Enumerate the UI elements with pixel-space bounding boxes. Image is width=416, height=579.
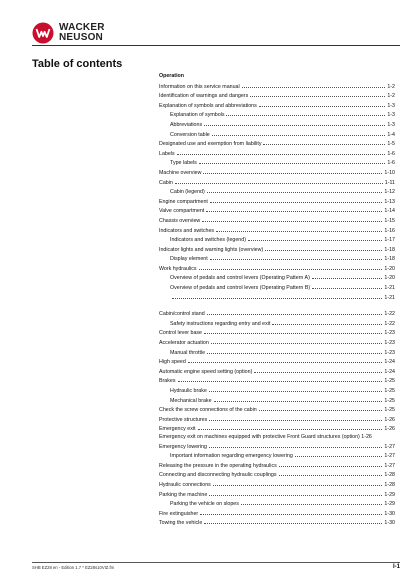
toc-dot-leader	[207, 187, 383, 193]
toc-entry-page: 1-12	[384, 189, 395, 196]
toc-entry-label: Labels	[159, 150, 175, 157]
toc-entry[interactable]	[159, 206, 395, 216]
toc-dot-leader	[178, 376, 383, 382]
toc-entry[interactable]	[159, 434, 395, 442]
toc-dot-leader	[241, 499, 382, 505]
toc-entry[interactable]	[159, 226, 395, 236]
toc-entry[interactable]	[159, 273, 395, 283]
toc-entry-label: Cabin	[159, 179, 173, 186]
toc-entry-page: 1-21	[384, 285, 395, 292]
toc-dot-leader	[209, 442, 382, 448]
toc-entry-page: 1-20	[384, 275, 395, 282]
toc-entry-page: 1-21	[384, 294, 395, 301]
toc-entry[interactable]	[159, 338, 395, 348]
toc-entry-label: Overview of pedals and control levers (Operating Pattern A)	[170, 275, 310, 282]
toc-entry-label: Indicator lights and warning lights (overview)	[159, 246, 264, 253]
toc-dot-leader	[279, 470, 383, 476]
toc-entry-label: Protective structures	[159, 416, 208, 423]
toc-entry-label: Mechanical brake	[170, 397, 212, 404]
toc-entry[interactable]	[159, 139, 395, 149]
toc-entry-page: 1-30	[384, 520, 395, 527]
toc-dot-leader	[312, 273, 383, 279]
toc-entry-page: 1-18	[384, 256, 395, 263]
toc-dot-leader	[211, 338, 383, 344]
toc-entry-page: 1-6	[387, 160, 395, 167]
toc-entry[interactable]	[159, 197, 395, 207]
toc-entry-page: 1-4	[387, 131, 395, 138]
toc-entry[interactable]	[159, 264, 395, 274]
page-title: Table of contents	[32, 58, 123, 70]
toc-entry-page: 1-14	[384, 208, 395, 215]
toc-entry-label: Explanation of symbols and abbreviations	[159, 102, 257, 109]
toc-entry[interactable]	[159, 357, 395, 367]
toc-entry-label: Machine overview	[159, 169, 202, 176]
toc-entry-page: 1-20	[384, 265, 395, 272]
toc-entry-label: Towing the vehicle	[159, 520, 203, 527]
toc-dot-leader	[272, 319, 382, 325]
toc-dot-leader	[226, 110, 385, 116]
toc-entry[interactable]	[159, 396, 395, 406]
toc-entry[interactable]	[159, 216, 395, 226]
toc-entry-label: Important information regarding emergency lowering	[170, 453, 293, 460]
toc-entry-label: Indicators and switches (legend)	[170, 237, 246, 244]
toc-entry-page: 1-30	[384, 510, 395, 517]
toc-entry-page: 1-16	[384, 227, 395, 234]
brand-line-2: NEUSON	[59, 32, 103, 43]
toc-entry[interactable]	[159, 470, 395, 480]
toc-entry-label: Cabin (legend)	[170, 189, 205, 196]
toc-entry-page: 1-27	[384, 462, 395, 469]
table-of-contents	[159, 73, 395, 528]
toc-dot-leader	[188, 357, 383, 363]
toc-dot-leader	[279, 461, 383, 467]
toc-entry-label: Designated use and exemption from liability	[159, 141, 262, 148]
toc-entry[interactable]	[159, 490, 395, 500]
toc-dot-leader	[210, 254, 383, 260]
toc-entry-label: Work hydraulics	[159, 265, 197, 272]
toc-dot-leader	[254, 367, 382, 373]
footer-document-info: SHB EZ28 en - Edition 1.7 * EZ28s10VIZ.fm	[32, 565, 115, 570]
toc-dot-leader	[207, 348, 382, 354]
toc-entries	[159, 82, 395, 528]
toc-entry[interactable]	[159, 518, 395, 528]
toc-entry-label: Manual throttle	[170, 349, 206, 356]
toc-entry-label: Explanation of symbols	[170, 112, 225, 119]
toc-entry-page: 1-5	[387, 141, 395, 148]
toc-entry-page: 1-28	[384, 481, 395, 488]
footer-page-number: I-1	[392, 564, 400, 570]
toc-entry-page: 1-18	[384, 246, 395, 253]
toc-entry-page: 1-26	[384, 426, 395, 433]
toc-dot-leader	[259, 101, 386, 107]
toc-entry-page: 1-2	[387, 93, 395, 100]
toc-entry[interactable]	[159, 120, 395, 130]
toc-entry-page: 1-25	[384, 388, 395, 394]
toc-dot-leader	[214, 396, 383, 402]
toc-entry-page: 1-3	[387, 102, 395, 109]
toc-entry-label: Automatic engine speed setting (option)	[159, 368, 253, 375]
toc-entry-label: Safety instructions regarding entry and exit	[170, 320, 271, 327]
toc-entry[interactable]	[159, 293, 395, 303]
toc-dot-leader	[216, 226, 382, 232]
toc-entry-page: 1-25	[384, 407, 395, 414]
toc-dot-leader	[202, 216, 382, 222]
toc-entry-page: 1-2	[387, 83, 395, 90]
toc-entry[interactable]	[159, 101, 395, 111]
toc-entry-page: 1-6	[387, 150, 395, 157]
toc-entry-label: Conversion table	[170, 131, 210, 138]
toc-entry[interactable]	[159, 424, 395, 434]
toc-entry[interactable]	[159, 149, 395, 159]
toc-entry-page: 1-24	[384, 359, 395, 366]
toc-dot-leader	[199, 264, 383, 270]
toc-dot-leader	[265, 245, 382, 251]
toc-dot-leader	[203, 168, 382, 174]
toc-entry-page: 1-15	[384, 217, 395, 224]
toc-entry-page: 1-24	[384, 368, 395, 375]
toc-entry-label: Chassis overview	[159, 217, 201, 224]
toc-dot-leader	[213, 480, 383, 486]
toc-entry-page: 1-26	[384, 416, 395, 423]
toc-entry-label: Accelerator actuation	[159, 340, 209, 347]
toc-entry-page: 1-13	[384, 198, 395, 205]
toc-entry-page: 1-23	[384, 330, 395, 337]
toc-entry[interactable]	[159, 451, 395, 461]
toc-entry-page: 1-29	[384, 501, 395, 508]
toc-entry-label: Emergency exit	[159, 426, 196, 433]
toc-dot-leader	[210, 197, 383, 203]
toc-entry[interactable]	[159, 480, 395, 490]
toc-entry-label: Control lever base	[159, 330, 202, 337]
toc-dot-leader	[212, 130, 386, 136]
toc-entry-page: 1-27	[384, 443, 395, 450]
toc-dot-leader	[209, 415, 382, 421]
toc-entry-label: Connecting and disconnecting hydraulic couplings	[159, 472, 277, 479]
toc-dot-leader	[248, 235, 382, 241]
toc-entry-label: Emergency lowering	[159, 443, 207, 450]
brand-line-1: WACKER	[59, 22, 105, 33]
toc-dot-leader	[209, 490, 382, 496]
toc-entry[interactable]	[159, 367, 395, 377]
toc-entry[interactable]	[159, 442, 395, 452]
toc-entry[interactable]	[159, 130, 395, 140]
toc-entry-label: Type labels	[170, 160, 197, 167]
toc-dot-leader	[200, 509, 382, 515]
toc-entry-page: 1-3	[387, 112, 395, 119]
toc-entry-label: Cabin/control stand	[159, 311, 205, 318]
page-header	[32, 22, 402, 56]
toc-entry[interactable]	[159, 309, 395, 319]
toc-entry[interactable]	[159, 168, 395, 178]
toc-dot-leader	[295, 451, 383, 457]
toc-entry-label: Engine compartment	[159, 198, 208, 205]
toc-entry[interactable]	[159, 348, 395, 358]
wacker-neuson-logo-icon	[32, 22, 54, 44]
toc-entry[interactable]	[159, 91, 395, 101]
toc-entry-label: Emergency exit on machines equipped with protective Front Guard structures (option) 1-26	[159, 433, 372, 440]
header-divider	[32, 45, 400, 46]
toc-entry-label: Display element	[170, 256, 208, 263]
toc-entry-page: 1-3	[387, 121, 395, 128]
toc-entry[interactable]	[159, 187, 395, 197]
toc-entry-label: Parking the vehicle on slopes	[170, 501, 239, 508]
toc-dot-leader	[250, 91, 385, 97]
toc-entry-page: 1-22	[384, 320, 395, 327]
toc-entry[interactable]	[159, 245, 395, 255]
toc-entry-page: 1-25	[384, 378, 395, 385]
toc-entry[interactable]	[159, 254, 395, 264]
toc-entry[interactable]	[159, 499, 395, 509]
toc-entry-label: High speed	[159, 359, 186, 366]
toc-dot-leader	[207, 309, 383, 315]
toc-dot-leader	[312, 283, 382, 289]
toc-entry[interactable]	[159, 509, 395, 519]
toc-entry-label: Overview of pedals and control levers (Operating Pattern B)	[170, 285, 311, 292]
toc-entry-page: 1-10	[384, 169, 395, 176]
toc-entry-label: Hydraulic connections	[159, 481, 211, 488]
toc-entry-label: Hydraulic brake	[170, 388, 207, 394]
toc-entry-page: 1-29	[384, 491, 395, 498]
toc-dot-leader	[204, 120, 385, 126]
toc-entry-label: Brakes	[159, 378, 176, 385]
toc-entry[interactable]	[159, 82, 395, 92]
toc-entry-page: 1-27	[384, 453, 395, 460]
toc-entry-label: Parking the machine	[159, 491, 208, 498]
toc-entry-label: Indicators and switches	[159, 227, 215, 234]
toc-entry-label: Abbreviations	[170, 121, 203, 128]
toc-section-heading: Operation	[159, 73, 185, 79]
toc-dot-leader	[198, 424, 383, 430]
toc-dot-leader	[199, 158, 386, 164]
toc-entry[interactable]	[159, 110, 395, 120]
toc-entry-page: 1-28	[384, 472, 395, 479]
footer-divider	[32, 562, 400, 563]
toc-entry-page: 1-11	[384, 179, 395, 186]
toc-entry[interactable]	[159, 461, 395, 471]
toc-entry-page: 1-22	[384, 311, 395, 318]
toc-entry-page: 1-23	[384, 340, 395, 347]
toc-entry[interactable]	[159, 319, 395, 329]
toc-dot-leader	[172, 293, 382, 299]
toc-entry-page: 1-17	[384, 237, 395, 244]
toc-entry-label: Check the screw connections of the cabin	[159, 407, 257, 414]
toc-entry[interactable]	[159, 405, 395, 415]
toc-dot-leader	[177, 149, 386, 155]
toc-dot-leader	[242, 82, 386, 88]
toc-entry-page: 1-23	[384, 349, 395, 356]
toc-entry[interactable]	[159, 235, 395, 245]
toc-dot-leader	[209, 386, 383, 392]
toc-entry[interactable]	[159, 386, 395, 396]
toc-entry[interactable]	[159, 158, 395, 168]
toc-entry[interactable]	[159, 376, 395, 386]
toc-entry-label: Fire extinguisher	[159, 510, 199, 517]
toc-entry-label: Information on this service manual	[159, 83, 240, 90]
toc-entry-label: Identification of warnings and dangers	[159, 93, 249, 100]
toc-entry-label: Releasing the pressure in the operating hydraulics	[159, 462, 277, 469]
toc-entry[interactable]	[159, 328, 395, 338]
toc-entry[interactable]	[159, 283, 395, 293]
toc-entry-label: Valve compartment	[159, 208, 205, 215]
toc-entry[interactable]	[159, 415, 395, 425]
toc-dot-leader	[206, 206, 382, 212]
toc-dot-leader	[204, 518, 382, 524]
brand-wordmark	[59, 23, 105, 43]
toc-dot-leader	[263, 139, 385, 145]
toc-entry-page: 1-25	[384, 397, 395, 404]
toc-dot-leader	[259, 405, 383, 411]
toc-dot-leader	[204, 328, 382, 334]
toc-entry[interactable]	[159, 178, 395, 188]
toc-dot-leader	[175, 178, 383, 184]
